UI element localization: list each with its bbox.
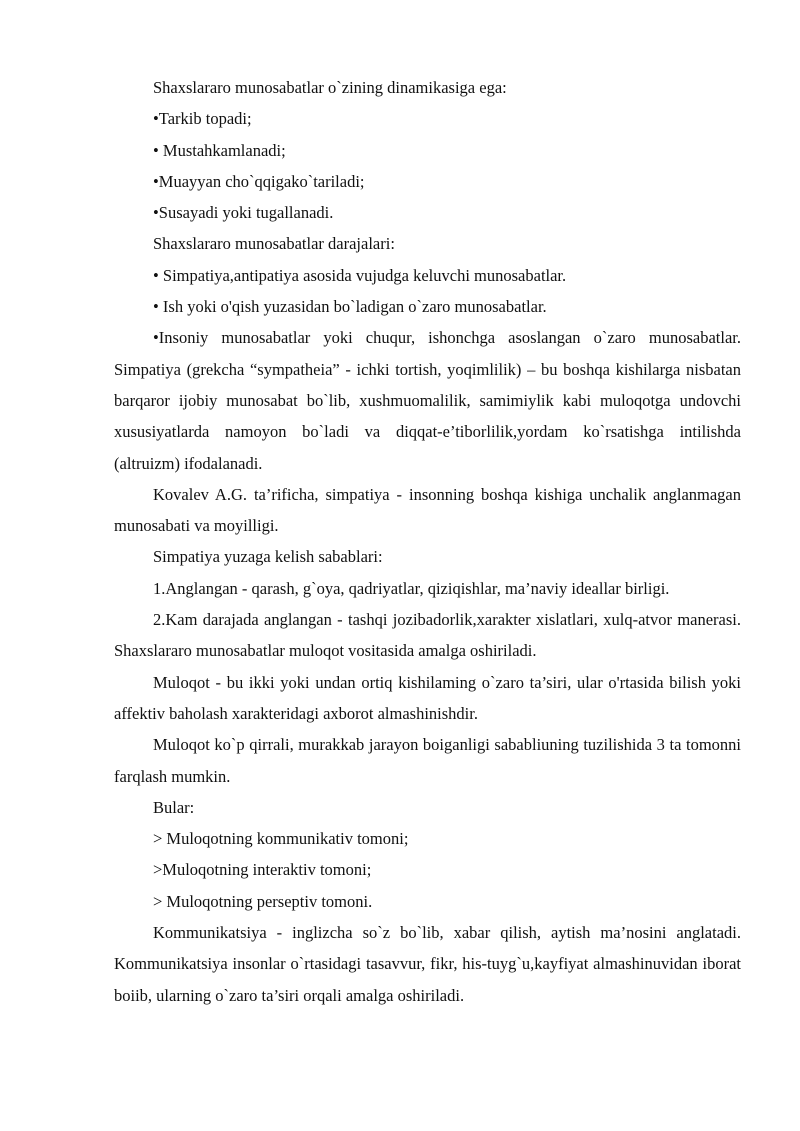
paragraph-insoniy: •Insoniy munosabatlar yoki chuqur, ishonchga asoslangan o`zaro munosabatlar. Simpatiya (grekcha “sympatheia” - ichki tortish, yoqimlilik) – bu boshqa kishilarga nisbatan barqaror ijobiy munosabat bo`lib, xushmuomalilik, samimiylik kabi muloqotga undovchi xususiyatlarda namoyon bo`ladi va diqqat-e’tiborlilik,yordam ko`rsatishga intilishda (altruizm) ifodalanadi. bbox=[114, 328, 741, 473]
paragraph-dynamics-intro: Shaxslararo munosabatlar o`zining dinamikasiga ega: bbox=[153, 78, 507, 97]
list-item-mustahkamlanadi: • Mustahkamlanadi; bbox=[153, 140, 286, 160]
list-item-interaktiv: >Muloqotning interaktiv tomoni; bbox=[153, 860, 372, 880]
list-item-anglangan: 1.Anglangan - qarash, g`oya, qadriyatlar, qiziqishlar, ma’naviy ideallar birligi. bbox=[153, 578, 670, 598]
list-item-kommunikativ: > Muloqotning kommunikativ tomoni; bbox=[153, 829, 409, 849]
paragraph-reasons-intro: Simpatiya yuzaga kelish sabablari: bbox=[153, 547, 383, 567]
paragraph-levels-intro: Shaxslararo munosabatlar darajalari: bbox=[153, 234, 395, 254]
list-item-muayyan: •Muayyan cho`qqigako`tariladi; bbox=[153, 171, 365, 191]
paragraph-muloqot-definition: Muloqot - bu ikki yoki undan ortiq kishilaming o`zaro ta’siri, ular o'rtasida bilish yoki affektiv baholash xarakteridagi axborot almashinishdir. bbox=[114, 672, 741, 723]
paragraph-kovalev: Kovalev A.G. ta’rificha, simpatiya - insonning boshqa kishiga unchalik anglanmagan munosabati va moyilligi. bbox=[114, 484, 741, 536]
list-item-susayadi: •Susayadi yoki tugallanadi. bbox=[153, 203, 334, 223]
list-item-ish: • Ish yoki o'qish yuzasidan bo`ladigan o`zaro munosabatlar. bbox=[153, 297, 547, 317]
list-item-tarkib: •Tarkib topadi; bbox=[153, 109, 252, 129]
list-item-perseptiv: > Muloqotning perseptiv tomoni. bbox=[153, 891, 373, 911]
list-item-simpatiya: • Simpatiya,antipatiya asosida vujudga keluvchi munosabatlar. bbox=[153, 265, 567, 285]
paragraph-bular: Bular: bbox=[153, 797, 195, 817]
document-body bbox=[114, 72, 741, 1011]
paragraph-muloqot-sides: Muloqot ko`p qirrali, murakkab jarayon boiganligi sababliuning tuzilishida 3 ta tomonni farqlash mumkin. bbox=[114, 735, 741, 786]
list-item-kam-darajada: 2.Kam darajada anglangan - tashqi jozibadorlik,xarakter xislatlari, xulq-atvor manerasi. Shaxslararo munosabatlar muloqot vositasida amalga oshiriladi. bbox=[114, 610, 741, 661]
paragraph-kommunikatsiya: Kommunikatsiya - inglizcha so`z bo`lib, xabar qilish, aytish ma’nosini anglatadi. Kommunikatsiya insonlar o`rtasidagi tasavvur, fikr, his-tuyg`u,kayfiyat almashinuvidan iborat boiib, ularning o`zaro ta’siri orqali amalga oshiriladi. bbox=[114, 923, 741, 1005]
